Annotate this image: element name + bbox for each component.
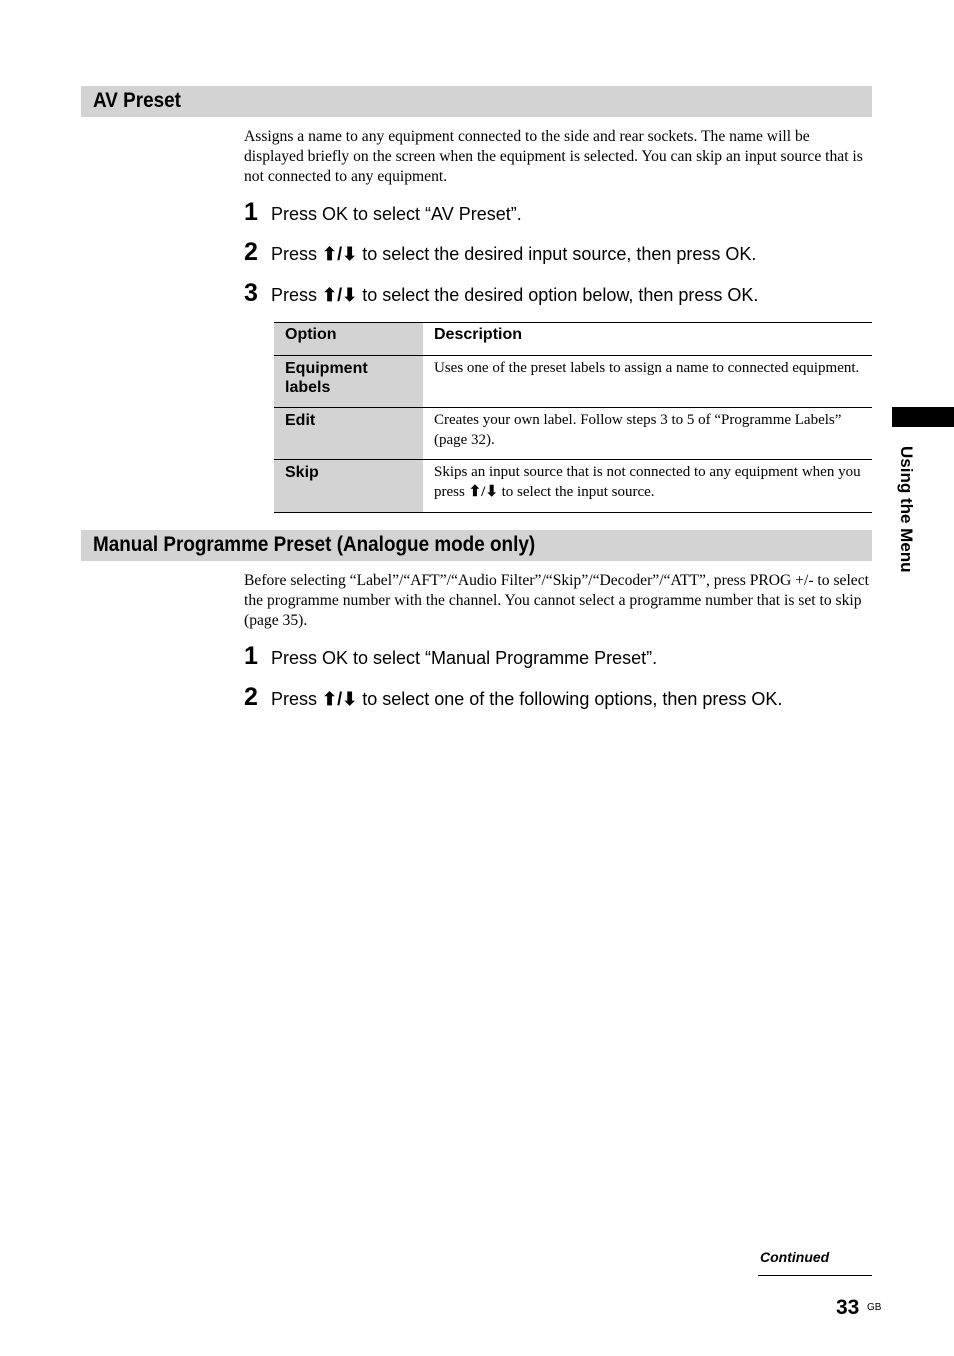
options-table (274, 322, 872, 513)
step-text-post: to select the desired input source, then press OK. (357, 244, 757, 264)
table-header-row (274, 323, 872, 356)
continued-label: Continued (760, 1249, 830, 1265)
step-number: 2 (244, 683, 258, 711)
option-description: Creates your own label. Follow steps 3 to 5 of “Programme Labels” (page 32). (423, 408, 872, 460)
step-text: Press OK to select “AV Preset”. (271, 204, 522, 224)
section-title: AV Preset (93, 89, 181, 112)
section-header-manual-programme-preset (81, 530, 872, 561)
step-text-pre: Press (271, 285, 323, 305)
option-description: Uses one of the preset labels to assign a name to connected equipment. (423, 356, 872, 408)
table-row (274, 408, 872, 460)
step-number: 2 (244, 238, 258, 266)
option-name: Edit (274, 408, 423, 460)
column-header-description: Description (423, 323, 872, 356)
section-intro: Before selecting “Label”/“AFT”/“Audio Filter”/“Skip”/“Decoder”/“ATT”, press PROG +/- to select the programme number with the channel. You cannot select a programme number that is set to skip (page 35). (244, 572, 869, 629)
table-row (274, 356, 872, 408)
chapter-side-label: Using the Menu (897, 446, 916, 573)
description-post: to select the input source. (497, 484, 655, 500)
step-text (271, 285, 758, 306)
step-number: 1 (244, 642, 258, 670)
option-description (423, 460, 872, 513)
section-intro: Assigns a name to any equipment connected to the side and rear sockets. The name will be displayed briefly on the screen when the equipment is selected. You can skip an input source that is not connected to any equipment. (244, 128, 863, 185)
up-down-arrow-icon: ⬆/⬇ (322, 285, 358, 305)
step-number: 3 (244, 279, 258, 307)
continued-divider (758, 1275, 872, 1276)
chapter-tab-marker (892, 407, 954, 427)
up-down-arrow-icon: ⬆/⬇ (322, 689, 358, 709)
step-text (271, 244, 756, 265)
description-pre: Skips an input source that is not connected to any equipment when you press (434, 464, 861, 500)
option-name: Equipment labels (274, 356, 423, 408)
step-text-post: to select one of the following options, then press OK. (357, 689, 783, 709)
option-name: Skip (274, 460, 423, 513)
up-down-arrow-icon: ⬆/⬇ (468, 484, 498, 500)
page-language-code: GB (867, 1302, 882, 1313)
step-text: Press OK to select “Manual Programme Preset”. (271, 648, 658, 668)
page-number: 33 (836, 1296, 860, 1319)
section-header-av-preset (81, 86, 872, 117)
section-title: Manual Programme Preset (Analogue mode only) (93, 533, 536, 556)
up-down-arrow-icon: ⬆/⬇ (322, 244, 358, 264)
step-text (271, 689, 782, 710)
table-row (274, 460, 872, 513)
step-number: 1 (244, 198, 258, 226)
step-text-post: to select the desired option below, then press OK. (357, 285, 759, 305)
step-text-pre: Press (271, 244, 323, 264)
step-text-pre: Press (271, 689, 323, 709)
column-header-option: Option (274, 323, 423, 356)
